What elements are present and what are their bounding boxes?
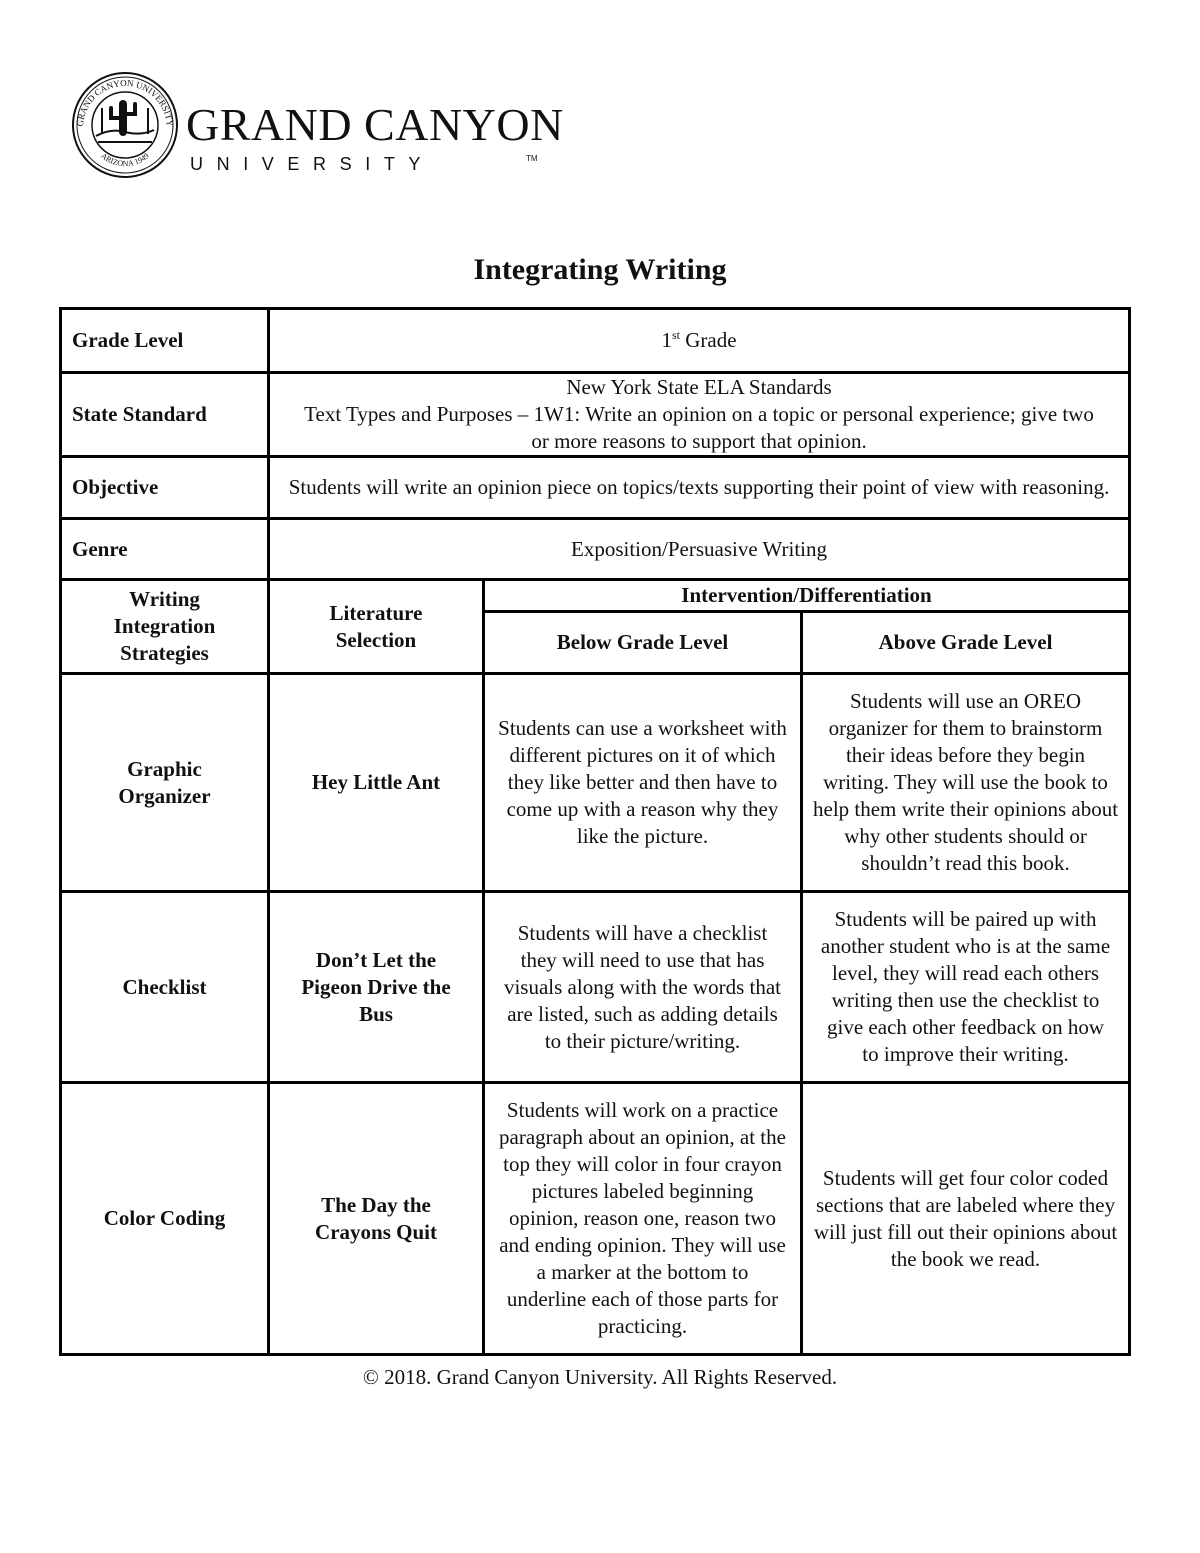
header-intervention: Intervention/Differentiation xyxy=(484,580,1130,612)
literature-cell: The Day the Crayons Quit xyxy=(269,1083,484,1355)
objective-value: Students will write an opinion piece on topics/texts supporting their point of view with reasoning. xyxy=(269,457,1130,519)
header-above-grade: Above Grade Level xyxy=(802,612,1130,674)
table-row-state-standard xyxy=(61,373,1130,457)
table-header-row xyxy=(61,580,1130,612)
objective-label: Objective xyxy=(61,457,269,519)
grade-level-value: 1st Grade xyxy=(269,309,1130,373)
state-standard-line2: Text Types and Purposes – 1W1: Write an opinion on a topic or personal experience; give two or more reasons to support that opinion. xyxy=(304,402,1094,453)
strategy-cell: Checklist xyxy=(61,892,269,1083)
genre-value: Exposition/Persuasive Writing xyxy=(269,519,1130,580)
page-title: Integrating Writing xyxy=(473,253,727,286)
literature-cell: Don’t Let the Pigeon Drive the Bus xyxy=(269,892,484,1083)
below-grade-cell: Students will have a checklist they will need to use that has visuals along with the words that are listed, such as adding details to their picture/writing. xyxy=(484,892,802,1083)
table-row-genre xyxy=(61,519,1130,580)
brand-wordmark xyxy=(186,70,626,180)
header-strategies: Writing Integration Strategies xyxy=(61,580,269,674)
table-row xyxy=(61,674,1130,892)
header-literature: Literature Selection xyxy=(269,580,484,674)
lesson-table xyxy=(59,307,1131,1356)
brand-subtitle: UNIVERSITY xyxy=(190,154,435,174)
header-below-grade: Below Grade Level xyxy=(484,612,802,674)
svg-text:GRAND CANYON UNIVERSITY: GRAND CANYON UNIVERSITY xyxy=(74,77,176,127)
trademark-mark: TM xyxy=(526,154,538,163)
above-grade-cell: Students will get four color coded sections that are labeled where they will just fill out their opinions about the book we read. xyxy=(802,1083,1130,1355)
university-logo xyxy=(66,70,626,180)
strategy-cell: Graphic Organizer xyxy=(61,674,269,892)
university-seal-icon xyxy=(66,70,184,180)
above-grade-cell: Students will use an OREO organizer for them to brainstorm their ideas before they begin writing. They will use the book to help them write their opinions about why other students should or shouldn’t read this book. xyxy=(802,674,1130,892)
state-standard-line1: New York State ELA Standards xyxy=(566,375,832,399)
strategy-cell: Color Coding xyxy=(61,1083,269,1355)
below-grade-cell: Students will work on a practice paragraph about an opinion, at the top they will color in four crayon pictures labeled beginning opinion, reason one, reason two and ending opinion. They will use a marker at the bottom to underline each of those parts for practicing. xyxy=(484,1083,802,1355)
state-standard-label: State Standard xyxy=(61,373,269,457)
above-grade-cell: Students will be paired up with another student who is at the same level, they will read each others writing then use the checklist to give each other feedback on how to improve their writing. xyxy=(802,892,1130,1083)
below-grade-cell: Students can use a worksheet with different pictures on it of which they like better and then have to come up with a reason why they like the picture. xyxy=(484,674,802,892)
table-row-grade-level xyxy=(61,309,1130,373)
copyright-footer: © 2018. Grand Canyon University. All Rights Reserved. xyxy=(362,1365,838,1389)
literature-cell: Hey Little Ant xyxy=(269,674,484,892)
state-standard-value xyxy=(269,373,1130,457)
table-row xyxy=(61,892,1130,1083)
grade-level-label: Grade Level xyxy=(61,309,269,373)
table-row-objective xyxy=(61,457,1130,519)
genre-label: Genre xyxy=(61,519,269,580)
table-row xyxy=(61,1083,1130,1355)
svg-text:ARIZONA 1949: ARIZONA 1949 xyxy=(99,151,151,169)
brand-name: GRAND CANYON xyxy=(186,99,564,150)
